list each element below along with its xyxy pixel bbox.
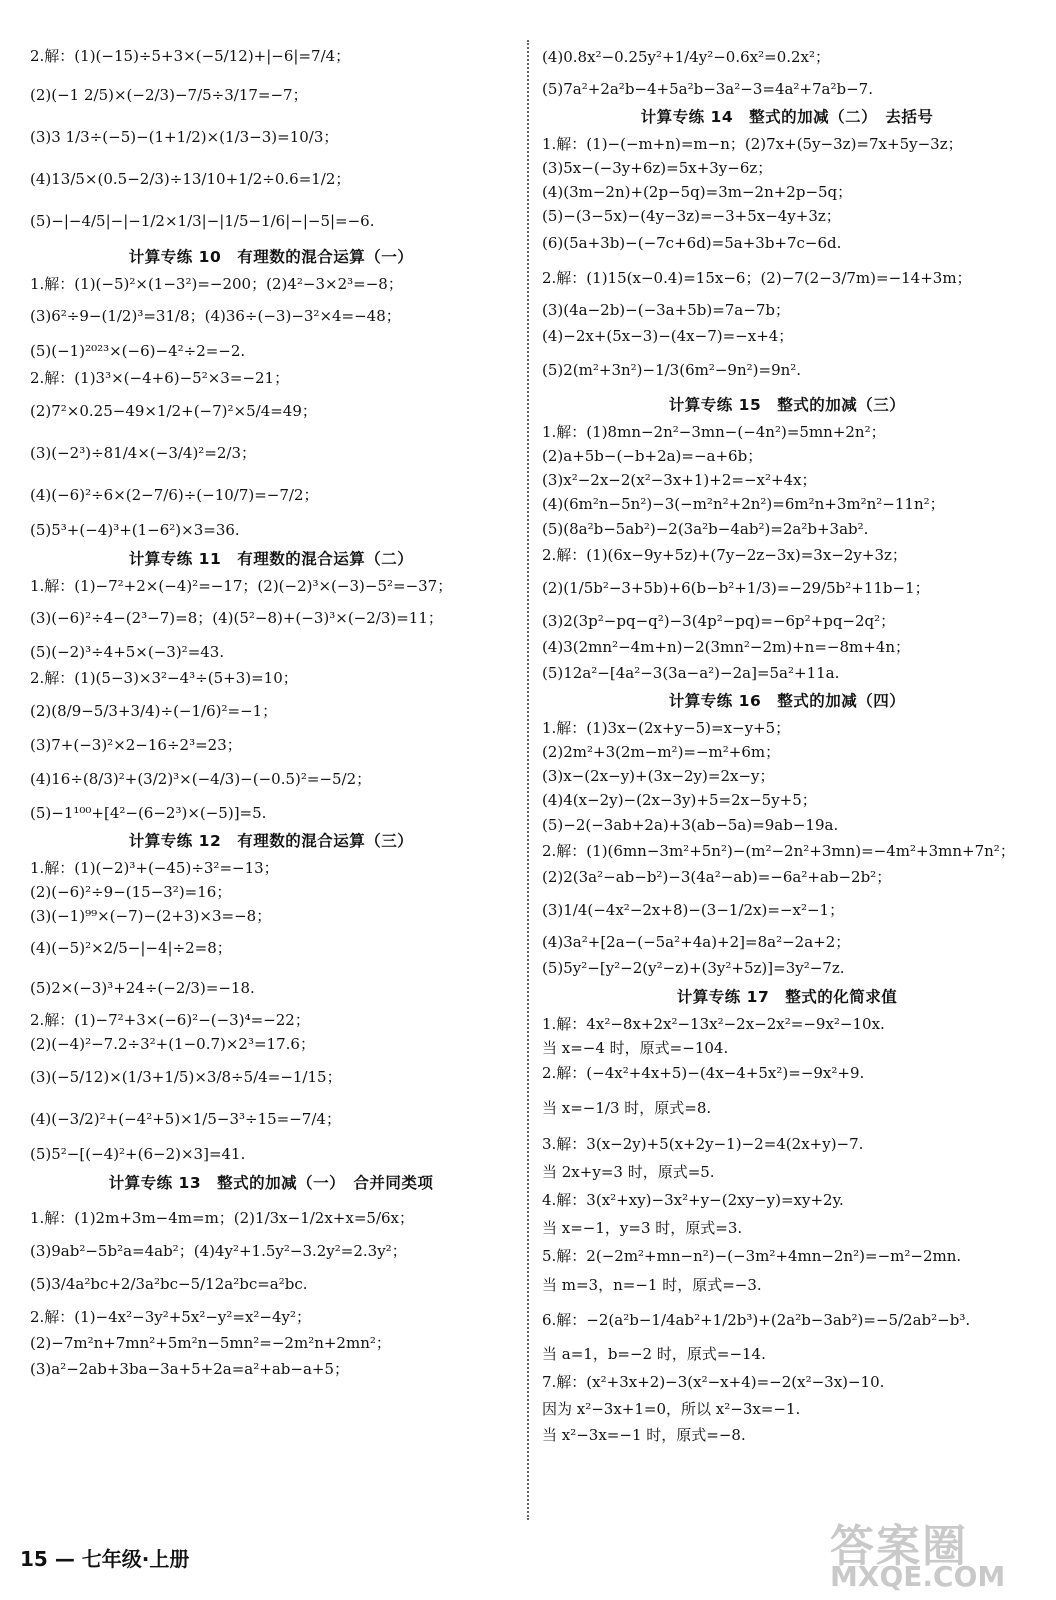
answer-line: 3.解：3(x−2y)+5(x+2y−1)−2=4(2x+y)−7. xyxy=(542,1135,864,1153)
answer-line: 当 2x+y=3 时，原式=5. xyxy=(542,1163,715,1181)
answer-line: 当 x=−1，y=3 时，原式=3. xyxy=(542,1219,743,1237)
section-title: 计算专练 16 整式的加减（四） xyxy=(668,692,906,710)
answer-line: (3)7+(−3)²×2−16÷2³=23； xyxy=(30,736,242,754)
answer-line: (3)x²−2x−2(x²−3x+1)+2=−x²+4x； xyxy=(542,471,817,489)
answer-line: (5)(−2)³÷4+5×(−3)²=43. xyxy=(30,643,225,661)
answer-line: (5)−|−4/5|−|−1/2×1/3|−|1/5−1/6|−|−5|=−6. xyxy=(30,212,375,230)
answer-line: 2.解：(1)(5−3)×3²−4³÷(5+3)=10； xyxy=(30,669,298,687)
answer-line: 1.解：(1)(−5)²×(1−3²)=−200；(2)4²−3×2³=−8； xyxy=(30,275,403,293)
answer-line: (5)5³+(−4)³+(1−6²)×3=36. xyxy=(30,521,240,539)
answer-line: (2)(−1 2/5)×(−2/3)−7/5÷3/17=−7； xyxy=(30,86,308,104)
right-column xyxy=(542,38,1032,1448)
watermark-logo xyxy=(830,1500,1040,1595)
answer-line: (4)(3m−2n)+(2p−5q)=3m−2n+2p−5q； xyxy=(542,183,853,201)
answer-line: (5)(−1)²⁰²³×(−6)−4²÷2=−2. xyxy=(30,342,246,360)
answer-line: (4)16÷(8/3)²+(3/2)³×(−4/3)−(−0.5)²=−5/2； xyxy=(30,770,372,788)
answer-line: 当 x²−3x=−1 时，原式=−8. xyxy=(542,1426,746,1444)
answer-line: (3)(4a−2b)−(−3a+5b)=7a−7b； xyxy=(542,301,790,319)
answer-line: 当 a=1，b=−2 时，原式=−14. xyxy=(542,1345,766,1363)
answer-line: (4)−2x+(5x−3)−(4x−7)=−x+4； xyxy=(542,327,794,345)
answer-line: (5)(8a²b−5ab²)−2(3a²b−4ab²)=2a²b+3ab². xyxy=(542,520,869,538)
answer-line: (2)2m²+3(2m−m²)=−m²+6m； xyxy=(542,743,781,761)
page-number: 15 xyxy=(20,1547,48,1571)
answer-line: (5)5²−[(−4)²+(6−2)×3]=41. xyxy=(30,1145,246,1163)
answer-line: (5)5y²−[y²−2(y²−z)+(3y²+5z)]=3y²−7z. xyxy=(542,959,845,977)
answer-line: (2)(−6)²÷9−(15−3²)=16； xyxy=(30,883,232,901)
answer-line: (3)9ab²−5b²a=4ab²；(4)4y²+1.5y²−3.2y²=2.3y²； xyxy=(30,1242,407,1260)
answer-line: 2.解：(−4x²+4x+5)−(4x−4+5x²)=−9x²+9. xyxy=(542,1064,865,1082)
answer-line: (3)(−1)⁹⁹×(−7)−(2+3)×3=−8； xyxy=(30,907,272,925)
answer-line: (2)−7m²n+7mn²+5m²n−5mn²=−2m²n+2mn²； xyxy=(30,1334,391,1352)
answer-line: (2)2(3a²−ab−b²)−3(4a²−ab)=−6a²+ab−2b²； xyxy=(542,868,892,886)
answer-line: (4)(−5)²×2/5−|−4|÷2=8； xyxy=(30,939,232,957)
answer-line: (5)7a²+2a²b−4+5a²b−3a²−3=4a²+7a²b−7. xyxy=(542,80,873,98)
answer-line: (2)a+5b−(−b+2a)=−a+6b； xyxy=(542,447,763,465)
answer-line: (3)(−2³)÷81/4×(−3/4)²=2/3； xyxy=(30,444,257,462)
answer-line: 4.解：3(x²+xy)−3x²+y−(2xy−y)=xy+2y. xyxy=(542,1191,844,1209)
answer-line: 1.解：(1)(−2)³+(−45)÷3²=−13； xyxy=(30,859,279,877)
answer-line: 1.解：(1)8mn−2n²−3mn−(−4n²)=5mn+2n²； xyxy=(542,423,886,441)
watermark-text: 答案圈 xyxy=(830,1521,968,1572)
answer-line: (5)2×(−3)³+24÷(−2/3)=−18. xyxy=(30,979,255,997)
answer-line: (4)13/5×(0.5−2/3)÷13/10+1/2÷0.6=1/2； xyxy=(30,170,351,188)
left-column xyxy=(30,38,512,1382)
answer-line: (2)(1/5b²−3+5b)+6(b−b²+1/3)=−29/5b²+11b−1； xyxy=(542,579,930,597)
answer-line: (5)−(3−5x)−(4y−3z)=−3+5x−4y+3z； xyxy=(542,207,841,225)
answer-line: (5)12a²−[4a²−3(3a−a²)−2a]=5a²+11a. xyxy=(542,664,840,682)
answer-line: 2.解：(1)(−15)÷5+3×(−5/12)+|−6|=7/4； xyxy=(30,47,351,65)
answer-line: (4)(−6)²÷6×(2−7/6)÷(−10/7)=−7/2； xyxy=(30,486,319,504)
answer-line: 5.解：2(−2m²+mn−n²)−(−3m²+4mn−2n²)=−m²−2mn. xyxy=(542,1247,962,1265)
section-title: 计算专练 14 整式的加减（二） 去括号 xyxy=(640,108,934,126)
answer-line: (3)1/4(−4x²−2x+8)−(3−1/2x)=−x²−1； xyxy=(542,901,845,919)
answer-line: 1.解：(1)−7²+2×(−4)²=−17；(2)(−2)³×(−3)−5²=−37； xyxy=(30,577,453,595)
answer-line: 因为 x²−3x+1=0，所以 x²−3x=−1. xyxy=(542,1400,801,1418)
answer-line: 2.解：(1)(6mn−3m²+5n²)−(m²−2n²+3mn)=−4m²+3mn+7n²； xyxy=(542,842,1015,860)
grade-label: 七年级·上册 xyxy=(81,1547,190,1571)
answer-line: (4)3(2mn²−4m+n)−2(3mn²−2m)+n=−8m+4n； xyxy=(542,638,910,656)
answer-line: 当 m=3，n=−1 时，原式=−3. xyxy=(542,1276,762,1294)
answer-line: (3)(−6)²÷4−(2³−7)=8；(4)(5²−8)+(−3)³×(−2/3)=11； xyxy=(30,609,443,627)
answer-line: (3)3 1/3÷(−5)−(1+1/2)×(1/3−3)=10/3； xyxy=(30,128,339,146)
answer-line: 2.解：(1)(6x−9y+5z)+(7y−2z−3x)=3x−2y+3z； xyxy=(542,546,907,564)
answer-line: 当 x=−4 时，原式=−104. xyxy=(542,1039,729,1057)
section-title: 计算专练 11 有理数的混合运算（二） xyxy=(128,550,414,568)
section-title: 计算专练 13 整式的加减（一） 合并同类项 xyxy=(108,1174,434,1192)
answer-line: 当 x=−1/3 时，原式=8. xyxy=(542,1099,712,1117)
watermark-url: MXQE.COM xyxy=(830,1560,1006,1593)
section-title: 计算专练 12 有理数的混合运算（三） xyxy=(128,832,414,850)
answer-line: (2)(−4)²−7.2÷3²+(1−0.7)×2³=17.6； xyxy=(30,1035,315,1053)
answer-line: 2.解：(1)−7²+3×(−6)²−(−3)⁴=−22； xyxy=(30,1011,310,1029)
answer-line: (4)(−3/2)²+(−4²+5)×1/5−3³÷15=−7/4； xyxy=(30,1110,341,1128)
answer-line: 2.解：(1)−4x²−3y²+5x²−y²=x²−4y²； xyxy=(30,1308,312,1326)
answer-line: 6.解：−2(a²b−1/4ab²+1/2b³)+(2a²b−3ab²)=−5/2ab²−b³. xyxy=(542,1311,971,1329)
answer-line: (5)−1¹⁰⁰+[4²−(6−2³)×(−5)]=5. xyxy=(30,804,267,822)
section-title: 计算专练 15 整式的加减（三） xyxy=(668,396,906,414)
answer-line: (3)x−(2x−y)+(3x−2y)=2x−y； xyxy=(542,767,775,785)
answer-line: (2)(8/9−5/3+3/4)÷(−1/6)²=−1； xyxy=(30,702,278,720)
answer-line: (4)4(x−2y)−(2x−3y)+5=2x−5y+5； xyxy=(542,791,817,809)
answer-line: (3)a²−2ab+3ba−3a+5+2a=a²+ab−a+5； xyxy=(30,1360,349,1378)
answer-line: (3)(−5/12)×(1/3+1/5)×3/8÷5/4=−1/15； xyxy=(30,1068,342,1086)
answer-line: 1.解：(1)2m+3m−4m=m；(2)1/3x−1/2x+x=5/6x； xyxy=(30,1209,415,1227)
answer-line: 1.解：(1)−(−m+n)=m−n；(2)7x+(5y−3z)=7x+5y−3z； xyxy=(542,135,963,153)
footer-separator: — xyxy=(54,1547,75,1571)
answer-line: (2)7²×0.25−49×1/2+(−7)²×5/4=49； xyxy=(30,402,317,420)
answer-line: (3)5x−(−3y+6z)=5x+3y−6z； xyxy=(542,159,773,177)
page-footer xyxy=(20,1543,189,1572)
answer-line: (3)2(3p²−pq−q²)−3(4p²−pq)=−6p²+pq−2q²； xyxy=(542,612,896,630)
answer-line: (4)0.8x²−0.25y²+1/4y²−0.6x²=0.2x²； xyxy=(542,48,831,66)
answer-line: (5)3/4a²bc+2/3a²bc−5/12a²bc=a²bc. xyxy=(30,1275,308,1293)
answer-line: (6)(5a+3b)−(−7c+6d)=5a+3b+7c−6d. xyxy=(542,234,842,252)
answer-line: (4)3a²+[2a−(−5a²+4a)+2]=8a²−2a+2； xyxy=(542,933,851,951)
answer-line: 2.解：(1)3³×(−4+6)−5²×3=−21； xyxy=(30,369,290,387)
answer-line: (5)−2(−3ab+2a)+3(ab−5a)=9ab−19a. xyxy=(542,816,839,834)
answer-line: (3)6²÷9−(1/2)³=31/8；(4)36÷(−3)−3²×4=−48； xyxy=(30,307,401,325)
section-title: 计算专练 17 整式的化简求值 xyxy=(676,988,898,1006)
answer-line: (5)2(m²+3n²)−1/3(6m²−9n²)=9n². xyxy=(542,361,802,379)
answer-line: 7.解：(x²+3x+2)−3(x²−x+4)=−2(x²−3x)−10. xyxy=(542,1373,885,1391)
answer-line: (4)(6m²n−5n²)−3(−m²n²+2n²)=6m²n+3m²n²−11n²； xyxy=(542,495,945,513)
column-divider xyxy=(527,40,529,1520)
answer-line: 1.解：(1)3x−(2x+y−5)=x−y+5； xyxy=(542,719,791,737)
answer-line: 2.解：(1)15(x−0.4)=15x−6；(2)−7(2−3/7m)=−14+3m； xyxy=(542,269,972,287)
answer-line: 1.解：4x²−8x+2x²−13x²−2x−2x²=−9x²−10x. xyxy=(542,1015,885,1033)
section-title: 计算专练 10 有理数的混合运算（一） xyxy=(128,248,414,266)
